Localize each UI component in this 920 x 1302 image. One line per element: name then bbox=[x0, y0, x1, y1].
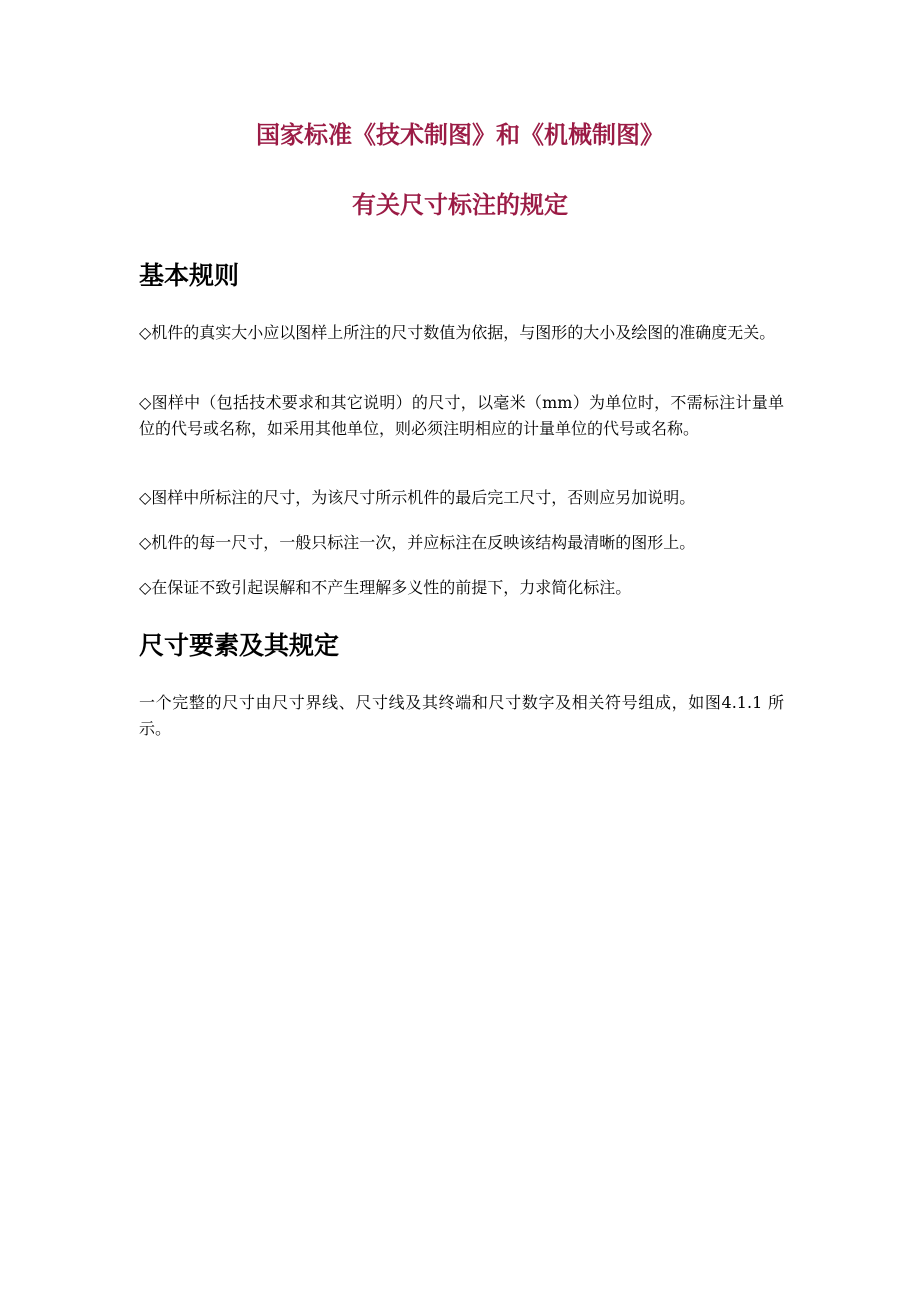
document-subtitle: 有关尺寸标注的规定 bbox=[352, 191, 568, 219]
rule-paragraph: ◇机件的每一尺寸，一般只标注一次，并应标注在反映该结构最清晰的图形上。 bbox=[139, 533, 696, 552]
section-heading-dimension-elements: 尺寸要素及其规定 bbox=[139, 631, 340, 660]
rule-paragraph: ◇图样中（包括技术要求和其它说明）的尺寸，以毫米（mm）为单位时，不需标注计量单位的代号或名称，如采用其他单位，则必须注明相应的计量单位的代号或名称。 bbox=[139, 393, 784, 438]
rule-paragraph: ◇在保证不致引起误解和不产生理解多义性的前提下，力求简化标注。 bbox=[139, 578, 632, 597]
document-title: 国家标准《技术制图》和《机械制图》 bbox=[256, 121, 664, 149]
section-heading-basic-rules: 基本规则 bbox=[139, 261, 240, 290]
rule-paragraph: ◇图样中所标注的尺寸，为该尺寸所示机件的最后完工尺寸，否则应另加说明。 bbox=[139, 488, 696, 507]
dimension-paragraph: 一个完整的尺寸由尺寸界线、尺寸线及其终端和尺寸数字及相关符号组成，如图4.1.1 所示。 bbox=[139, 693, 784, 738]
rule-paragraph: ◇机件的真实大小应以图样上所注的尺寸数值为依据，与图形的大小及绘图的准确度无关。 bbox=[139, 323, 776, 342]
